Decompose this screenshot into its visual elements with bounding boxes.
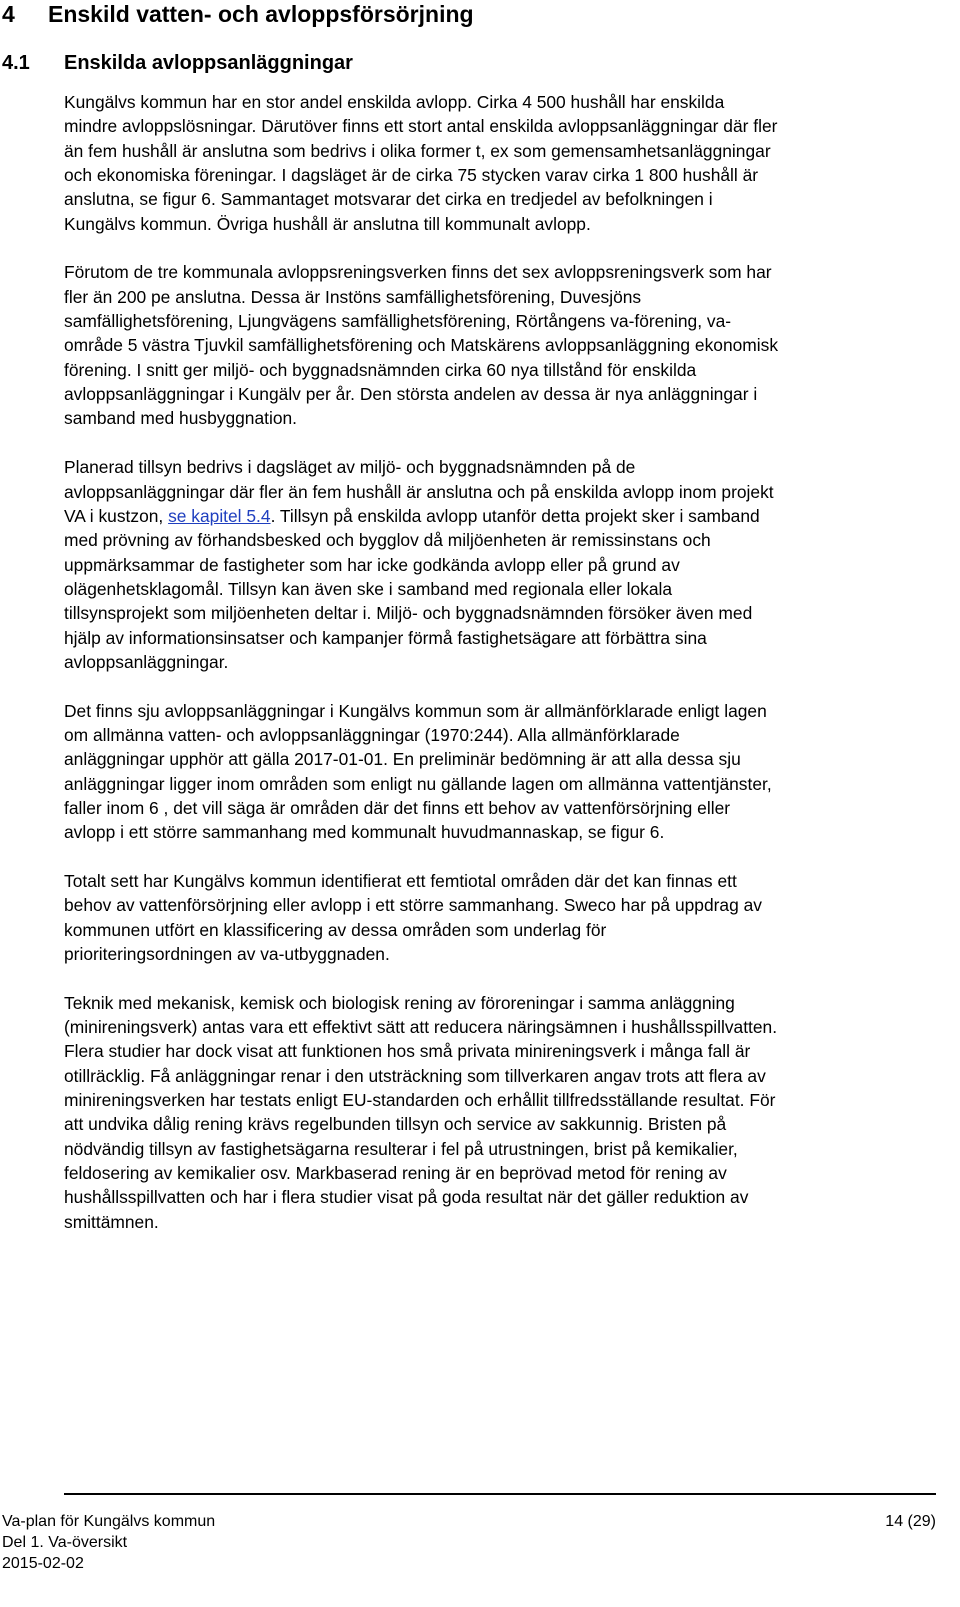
text-line: uppmärksammar de fastigheter som har icke godkända avlopp eller på grund av — [64, 554, 680, 575]
footer-divider — [64, 1493, 936, 1495]
page-footer — [2, 1511, 936, 1574]
text-line: mindre avloppslösningar. Därutöver finns ett stort antal enskilda avloppsanläggningar där fler — [64, 116, 778, 137]
text-line: Totalt sett har Kungälvs kommun identifierat ett femtiotal områden där det kan finnas ett — [64, 871, 737, 891]
text-line: Förutom de tre kommunala avloppsreningsverken finns det sex avloppsreningsverk som har — [64, 262, 772, 283]
body-text — [64, 90, 944, 1234]
paragraph — [64, 869, 944, 966]
text-line: om allmänna vatten- och avloppsanläggningar (1970:244). Alla allmänförklarade — [64, 724, 680, 745]
paragraph — [64, 260, 944, 430]
paragraph-gap — [64, 236, 944, 260]
text-line: och ekonomiska föreningar. I dagsläget är de cirka 75 stycken varav cirka 1 800 hushåll är — [64, 165, 759, 186]
paragraph-gap — [64, 431, 944, 455]
text-segment: VA i kustzon, — [64, 505, 169, 526]
text-line: minireningsverken har testats enligt EU-standarden och erhållit tillfredsställande resultat. För — [64, 1090, 776, 1111]
section-title: Enskilda avloppsanläggningar — [64, 52, 353, 74]
text-line: Planerad tillsyn bedrivs i dagsläget av miljö- och byggnadsnämnden på de — [64, 457, 636, 478]
text-line: hjälp av informationsinsatser och kampanjer förmå fastighetsägare att förbättra sina — [64, 627, 707, 648]
text-line: kommunen utfört en klassificering av dessa områden som underlag för — [64, 919, 607, 940]
paragraph — [64, 455, 944, 674]
text-line: prioriteringsordningen av va-utbyggnaden. — [64, 944, 390, 965]
text-line: faller inom 6 , det vill säga är områden där det finns ett behov av vattenförsörjning eller — [64, 797, 731, 818]
paragraph-gap — [64, 674, 944, 698]
text-line: Teknik med mekanisk, kemisk och biologisk rening av föroreningar i samma anläggning — [64, 992, 735, 1013]
footer-part-label: Del 1. Va-översikt — [2, 1534, 128, 1551]
text-line: avloppsanläggningar i Kungälv per år. Den största andelen av dessa är nya anläggningar i — [64, 384, 758, 405]
text-line: nödvändig tillsyn av fastighetsägarna resulterar i fel på utrustningen, brist på kemikalier, — [64, 1138, 738, 1159]
section-number: 4.1 — [2, 52, 30, 74]
text-line: förening. I snitt ger miljö- och byggnadsnämnden cirka 60 nya tillstånd för enskilda — [64, 359, 697, 380]
text-line: otillräcklig. Få anläggningar renar i den utsträckning som tillverkaren angav trots att flera av — [64, 1065, 766, 1086]
text-line: behov av vattenförsörjning eller avlopp i ett större sammanhang. Sweco har på uppdrag av — [64, 895, 762, 916]
paragraph — [64, 90, 944, 236]
text-line: anläggningar ligger inom områden som enligt nu gällande lagen om allmänna vattentjänster, — [64, 773, 772, 794]
text-line: hushållsspillvatten och har i flera studier visat på goda resultat när det gäller reduktion av — [64, 1187, 749, 1208]
paragraph-gap — [64, 845, 944, 869]
text-line: olägenhetsklagomål. Tillsyn kan även ske i samband med regionala eller lokala — [64, 578, 673, 599]
text-segment: . Tillsyn på enskilda avlopp utanför detta projekt sker i samband — [270, 505, 760, 526]
text-line: Kungälvs kommun har en stor andel enskilda avlopp. Cirka 4 500 hushåll har enskilda — [64, 92, 725, 112]
text-line: anslutna, se figur 6. Sammantaget motsvarar det cirka en tredjedel av befolkningen i — [64, 189, 713, 210]
chapter-reference-link[interactable]: se kapitel 5.4 — [168, 505, 271, 526]
text-line: Det finns sju avloppsanläggningar i Kungälvs kommun som är allmänförklarade enligt lagen — [64, 700, 767, 721]
text-line: smittämnen. — [64, 1211, 159, 1232]
section-heading — [2, 50, 353, 76]
text-line: Kungälvs kommun. Övriga hushåll är anslutna till kommunalt avlopp. — [64, 213, 591, 234]
text-line: samband med husbyggnation. — [64, 408, 297, 429]
text-line: samfällighetsförening, Ljungvägens samfällighetsförening, Rörtångens va-förening, va- — [64, 311, 732, 332]
text-line: avlopp i ett större sammanhang med kommunalt huvudmannaskap, se figur 6. — [64, 822, 665, 843]
paragraph-gap — [64, 966, 944, 990]
text-line: avloppsanläggningar där fler än fem hushåll är anslutna och på enskilda avlopp inom projekt — [64, 481, 774, 502]
chapter-heading — [2, 0, 474, 28]
text-line: fler än 200 pe anslutna. Dessa är Instöns samfällighetsförening, Duvesjöns — [64, 286, 642, 307]
footer-date: 2015-02-02 — [2, 1555, 84, 1572]
text-line: att undvika dålig rening krävs regelbunden tillsyn och service av sakkunnig. Bristen på — [64, 1114, 727, 1135]
text-line: område 5 västra Tjuvkil samfällighetsförening och Matskärens avloppsanläggning ekonomisk — [64, 335, 779, 356]
text-line: med prövning av förhandsbesked och bygglov då miljöenheten är remissinstans och — [64, 530, 711, 551]
text-line: (minireningsverk) antas vara ett effektivt sätt att reducera näringsämnen i hushållsspillvatten. — [64, 1017, 778, 1038]
footer-page-number: 14 (29) — [885, 1513, 936, 1530]
chapter-number: 4 — [2, 1, 15, 27]
chapter-title: Enskild vatten- och avloppsförsörjning — [48, 1, 474, 27]
text-line: än fem hushåll är anslutna som bedrivs i olika former t, ex som gemensamhetsanläggningar — [64, 140, 771, 161]
text-line: tillsynsprojekt som miljöenheten deltar i. Miljö- och byggnadsnämnden försöker även med — [64, 603, 753, 624]
text-line — [64, 504, 944, 528]
text-line: avloppsanläggningar. — [64, 651, 229, 672]
text-line: Flera studier har dock visat att funktionen hos små privata minireningsverk i många fall är — [64, 1041, 751, 1062]
footer-document-title: Va-plan för Kungälvs kommun — [2, 1513, 216, 1530]
paragraph — [64, 699, 944, 845]
paragraph — [64, 991, 944, 1234]
text-line: feldosering av kemikalier osv. Markbaserad rening är en beprövad metod för rening av — [64, 1163, 727, 1184]
text-line: anläggningar upphör att gälla 2017-01-01. En preliminär bedömning är att alla dessa sju — [64, 749, 741, 770]
